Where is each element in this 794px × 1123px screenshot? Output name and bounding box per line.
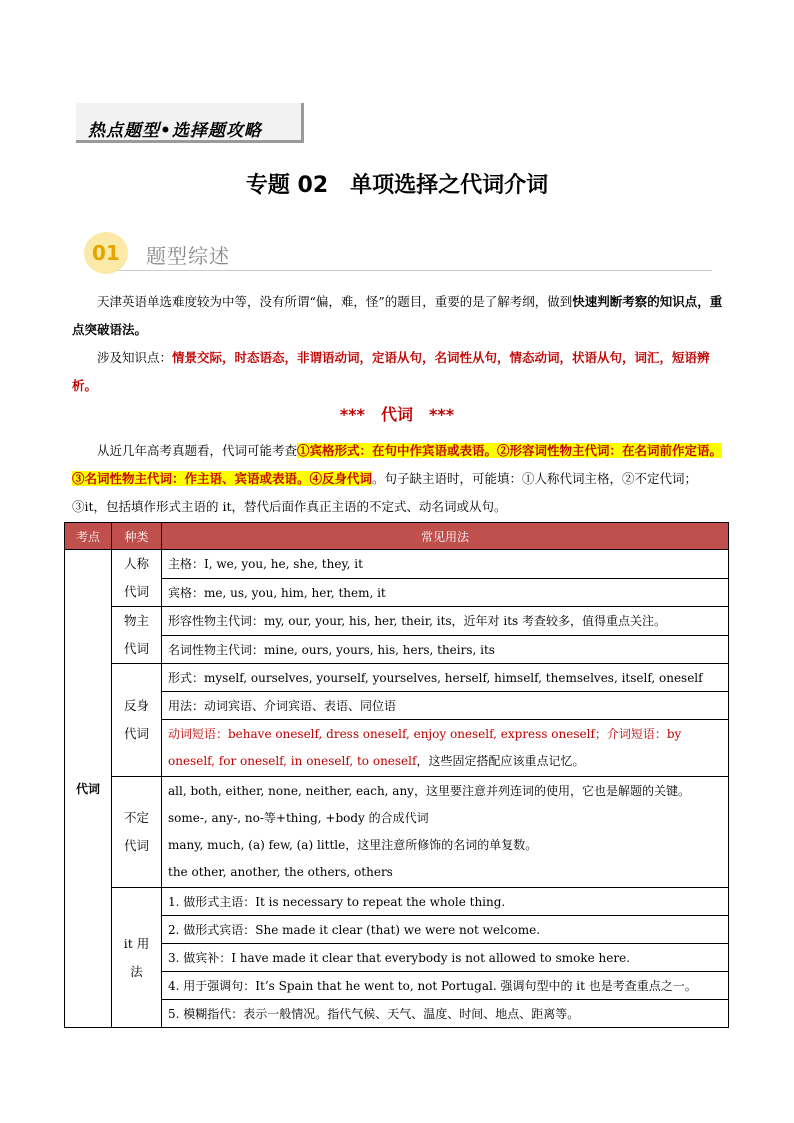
pronoun-paragraph	[72, 437, 724, 521]
reflexive-note: ，这些固定搭配应该重点记忆。	[416, 754, 585, 768]
header-type: 种类	[112, 523, 162, 550]
table-row: 主格：I, we, you, he, she, they, it	[162, 550, 729, 579]
indefinite-line: some-, any-, no-等+thing, +body 的合成代词	[168, 811, 429, 825]
indefinite-line: many, much, (a) few, (a) little，这里注意所修饰的名词的单复数。	[168, 838, 538, 852]
table-row: 4. 用于强调句：It’s Spain that he went to, not Portugal. 强调句型中的 it 也是考查重点之一。	[162, 972, 729, 1000]
intro-text: 天津英语单选难度较为中等，没有所谓“偏，难，怪”的题目，重要的是了解考纲，做到	[97, 294, 573, 309]
indefinite-line: the other, another, the others, others	[168, 865, 393, 879]
section-label: 题型综述	[146, 244, 230, 268]
table-row	[162, 720, 729, 777]
intro-paragraph-2	[72, 344, 724, 400]
type-personal: 人称 代词	[112, 550, 162, 607]
table-row: 形式：myself, ourselves, yourself, yourselves, herself, himself, themselves, itself, oneself	[162, 664, 729, 692]
type-possessive: 物主 代词	[112, 607, 162, 664]
banner-text: 热点题型•选择题攻略	[88, 121, 262, 141]
indefinite-line: all, both, either, none, neither, each, any，这里要注意并列连词的使用，它也是解题的关键。	[168, 784, 690, 798]
header-kaodian: 考点	[65, 523, 112, 550]
pronoun-text-2: 。句子缺主语时，可能填：①人称代词主格，②不定代词；③it，包括填作形式主语的 it，替代后面作真正主语的不定式、动名词或从句。	[72, 471, 698, 514]
table-row: 宾格：me, us, you, him, her, them, it	[162, 578, 729, 607]
section-number: 01	[92, 241, 120, 265]
page-title: 专题 02 单项选择之代词介词	[245, 173, 549, 198]
intro-topics-label: 涉及知识点：	[97, 350, 173, 365]
header-usage: 常见用法	[162, 523, 729, 550]
intro-topics: 情景交际，时态语态，非谓语动词，定语从句，名词性从句，情态动词，状语从句，词汇，短语辨析。	[72, 350, 710, 393]
intro-paragraph-1	[72, 288, 724, 344]
table-row: 用法：动词宾语、介词宾语、表语、同位语	[162, 692, 729, 720]
type-it: it 用法	[112, 888, 162, 1028]
table-row: 3. 做宾补：I have made it clear that everybody is not allowed to smoke here.	[162, 944, 729, 972]
table-row: 形容性物主代词：my, our, your, his, her, their, its，近年对 its 考查较多，值得重点关注。	[162, 607, 729, 636]
section-banner	[76, 103, 304, 143]
pronoun-heading: *** 代词 ***	[339, 405, 455, 424]
type-reflexive: 反身 代词	[112, 664, 162, 777]
section-divider	[118, 270, 712, 271]
table-row: 名词性物主代词：mine, ours, yours, his, hers, theirs, its	[162, 635, 729, 664]
table-row: 2. 做形式宾语：She made it clear (that) we were not welcome.	[162, 916, 729, 944]
kaodian-cell: 代词	[65, 550, 112, 1028]
pronoun-table	[64, 522, 729, 1028]
table-row: 5. 模糊指代：表示一般情况。指代气候、天气、温度、时间、地点、距离等。	[162, 1000, 729, 1028]
table-row: 1. 做形式主语：It is necessary to repeat the whole thing.	[162, 888, 729, 916]
table-row	[162, 777, 729, 888]
intro-emphasis: 快速判断考察的知识点，重点突破语法。	[72, 294, 723, 337]
type-indefinite: 不定 代词	[112, 777, 162, 888]
reflexive-phrases: 动词短语：behave oneself, dress oneself, enjoy oneself, express oneself；介词短语：by oneself, for oneself, in oneself, to oneself	[168, 727, 682, 768]
pronoun-text: 从近几年高考真题看，代词可能考查	[97, 443, 298, 458]
pronoun-highlight: ①宾格形式：在句中作宾语或表语。②形容词性物主代词：在名词前作定语。③名词性物主代词：作主语、宾语或表语。④反身代词	[72, 443, 723, 486]
